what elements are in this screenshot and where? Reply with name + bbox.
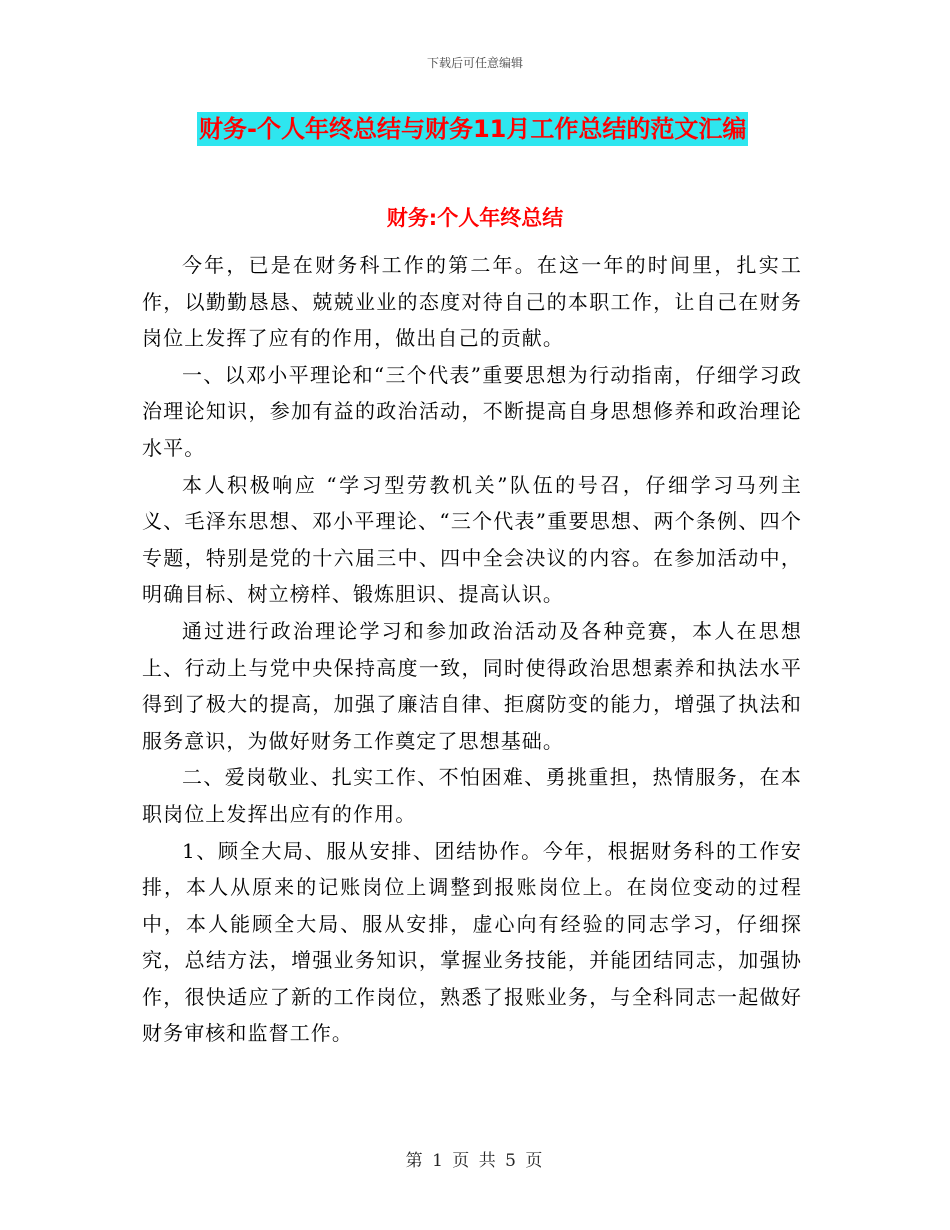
paragraph: 今年，已是在财务科工作的第二年。在这一年的时间里，扎实工作，以勤勤恳恳、兢兢业业的态度对待自己的本职工作，让自己在财务岗位上发挥了应有的作用，做出自己的贡献。 bbox=[142, 253, 802, 351]
paragraph: 1、顾全大局、服从安排、团结协作。今年，根据财务科的工作安排，本人从原来的记账岗位上调整到报账岗位上。在岗位变动的过程中，本人能顾全大局、服从安排，虚心向有经验的同志学习，仔细探究，总结方法，增强业务知识，掌握业务技能，并能团结同志，加强协作，很快适应了新的工作岗位，熟悉了报账业务，与全科同志一起做好财务审核和监督工作。 bbox=[142, 838, 802, 1046]
paragraph: 二、爱岗敬业、扎实工作、不怕困难、勇挑重担，热情服务，在本职岗位上发挥出应有的作用。 bbox=[142, 765, 802, 826]
section-heading: 财务:个人年终总结 bbox=[386, 206, 564, 230]
header-note: 下载后可任意编辑 bbox=[426, 56, 523, 70]
document-title: 财务-个人年终总结与财务11月工作总结的范文汇编 bbox=[197, 112, 748, 146]
page-number-footer: 第 1 页 共 5 页 bbox=[405, 1151, 545, 1171]
paragraph: 本人积极响应 “学习型劳教机关”队伍的号召，仔细学习马列主义、毛泽东思想、邓小平理论、“三个代表”重要思想、两个条例、四个专题，特别是党的十六届三中、四中全会决议的内容。在参加活动中，明确目标、树立榜样、锻炼胆识、提高认识。 bbox=[142, 472, 802, 607]
paragraph: 通过进行政治理论学习和参加政治活动及各种竞赛，本人在思想上、行动上与党中央保持高度一致，同时使得政治思想素养和执法水平得到了极大的提高，加强了廉洁自律、拒腐防变的能力，增强了执法和服务意识，为做好财务工作奠定了思想基础。 bbox=[142, 618, 802, 753]
body-text bbox=[142, 247, 802, 1052]
paragraph: 一、以邓小平理论和“三个代表”重要思想为行动指南，仔细学习政治理论知识，参加有益的政治活动，不断提高自身思想修养和政治理论水平。 bbox=[142, 362, 802, 460]
